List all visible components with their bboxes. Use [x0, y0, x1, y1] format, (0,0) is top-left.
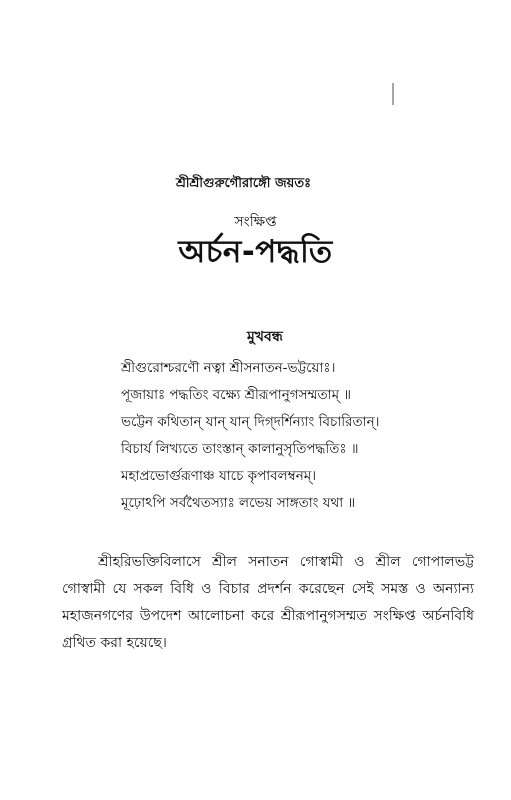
verse-line: বিচার্য লিখ্যতে তাংস্তান্ কালানুসৃতিপদ্ধতিঃ ॥: [121, 441, 359, 457]
verse-line: ভট্টেন কথিতান্ যান্ যান্ দিগ্‌দর্শিন্যাং বিচারিতান্।: [121, 414, 380, 430]
invocation-line: শ্রীশ্রীগুরুগৌরাঙ্গৌ জয়তঃ: [176, 176, 311, 191]
title-prefix: সংক্ষিপ্ত: [234, 214, 277, 230]
verse-block: [121, 358, 441, 520]
verse-line: শ্রীগুরোশ্চরণৌ নত্বা শ্রীসনাতন-ভট্টয়োঃ।: [121, 360, 336, 376]
verse-line: মূঢ়োঽপি সর্বথৈতস্যাঃ লভেয় সাঙ্গতাং যথা ॥: [121, 495, 356, 511]
preface-paragraph: শ্রীহরিভক্তিবিলাসে শ্রীল সনাতন গোস্বামী ও শ্রীল গোপালভট্ট গোস্বামী যে সকল বিধি ও বিচার প্রদর্শন করেছেন সেই সমস্ত ও অন্যান্য মহাজনগণের উপদেশ আলোচনা করে শ্রীরূপানুগসম্মত সংক্ষিপ্ত অর্চনবিধি গ্রথিত করা হয়েছে।: [62, 554, 474, 651]
verse-line: মহাপ্রভোর্গুরূণাঞ্চ যাচে কৃপাবলম্বনম্।: [121, 468, 317, 484]
verse-line: পূজায়াঃ পদ্ধতিং বক্ষ্যে শ্রীরূপানুগসম্মতাম্ ॥: [121, 387, 352, 403]
preface-heading: মুখবন্ধ: [247, 329, 283, 345]
page-title: অর্চন-পদ্ধতি: [178, 234, 333, 270]
scan-artifact-mark: [392, 83, 394, 105]
